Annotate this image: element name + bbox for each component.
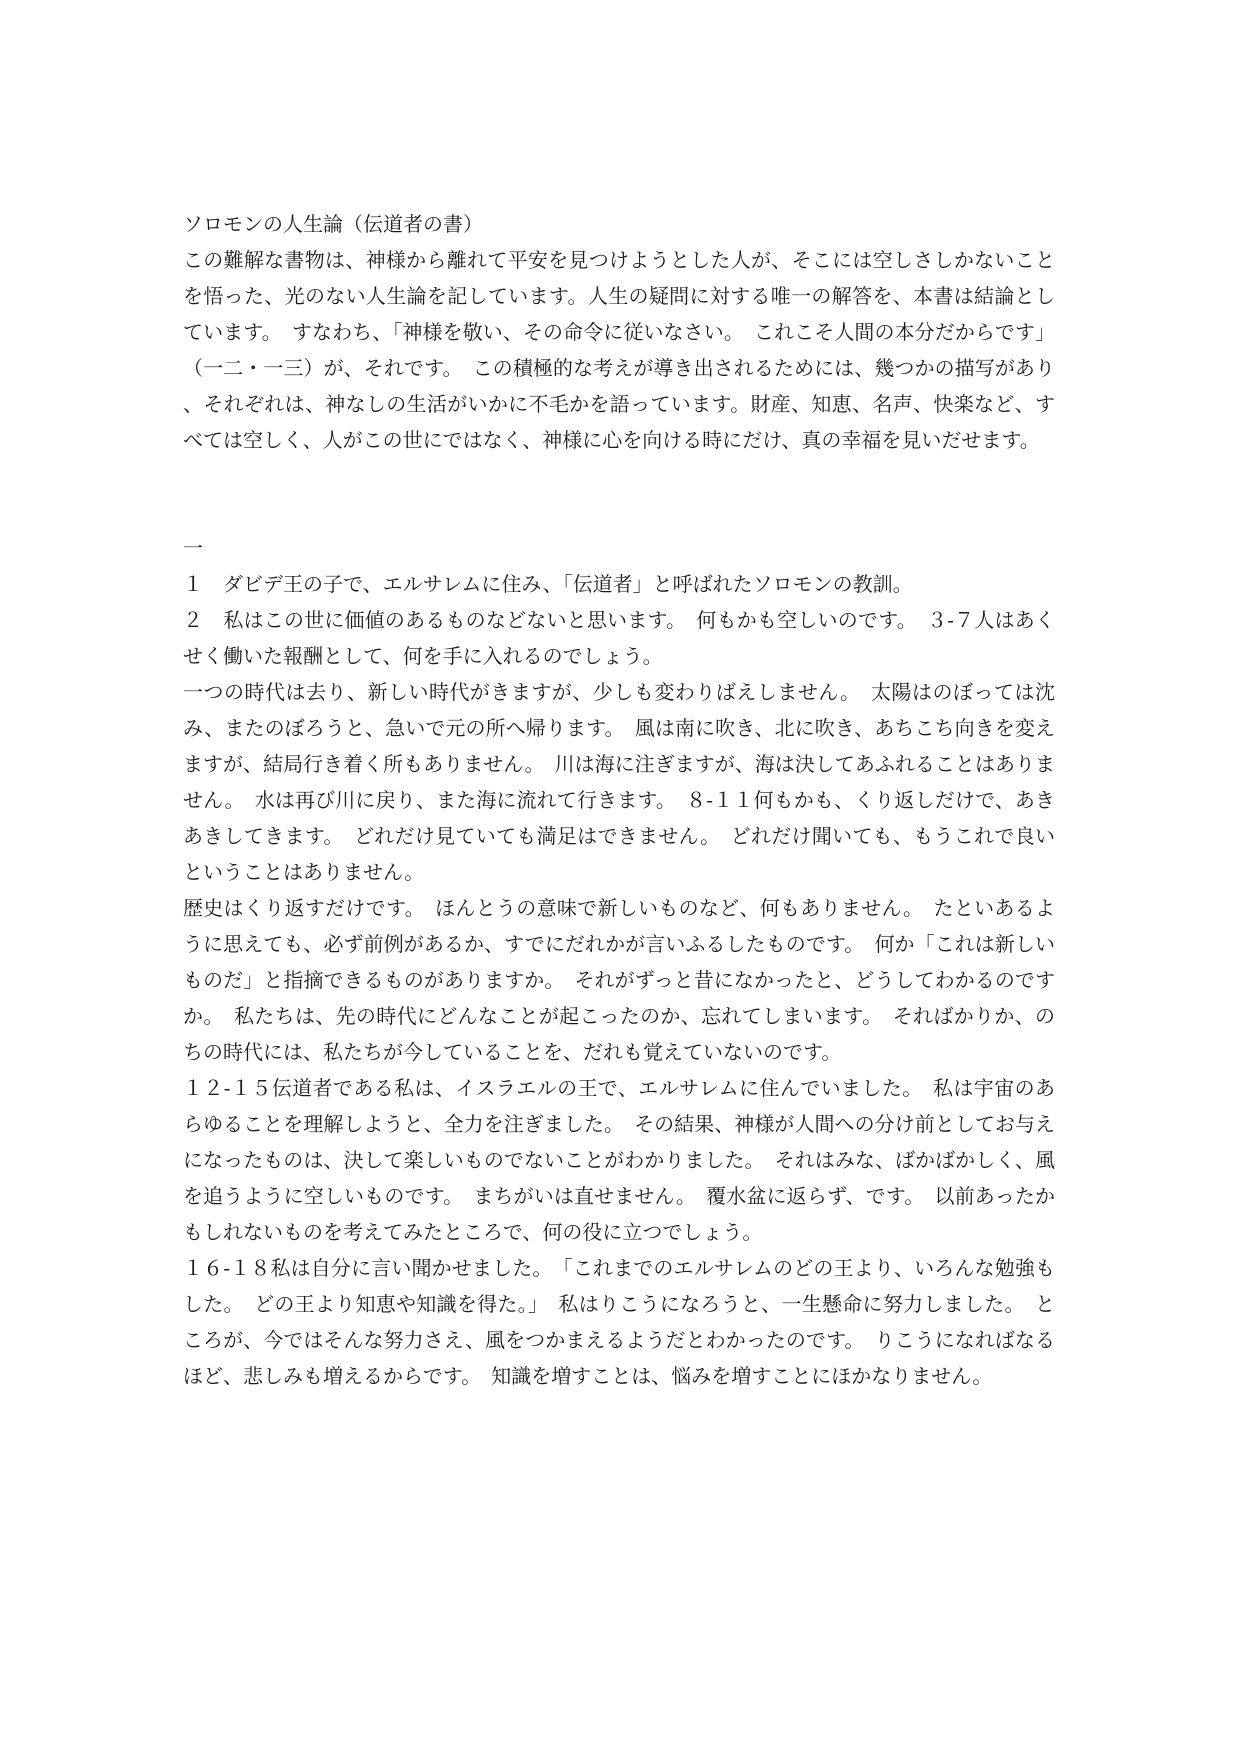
document-title: ソロモンの人生論（伝道者の書） xyxy=(183,212,483,236)
verse-paragraph: １２‐１５伝道者である私は、イスラエルの王で、エルサレムに住んでいました。 私は宇宙のあらゆることを理解しようと、全力を注ぎました。 その結果、神様が人間への分け前としてお与えになったものは、決して楽しいものでないことがわかりました。 それはみな、ばかばかしく、風を追うように空しいものです。 まちがいは直せません。 覆水盆に返らず、です。 以前あったかもしれないものを考えてみたところで、何の役に立つでしょう。 xyxy=(183,1076,1055,1244)
document-body xyxy=(183,206,1055,1394)
verse-paragraph: １６‐１８私は自分に言い聞かせました。 「これまでのエルサレムのどの王より、いろんな勉強もした。 どの王より知恵や知識を得た。」 私はりこうになろうと、一生懸命に努力しました。 ところが、今ではそんな努力さえ、風をつかまえるようだとわかったのです。 りこうになればなるほど、悲しみも増えるからです。 知識を増すことは、悩みを増すことにほかなりません。 xyxy=(183,1256,1055,1388)
verse-paragraph: 一つの時代は去り、新しい時代がきますが、少しも変わりばえしません。 太陽はのぼっては沈み、またのぼろうと、急いで元の所へ帰ります。 風は南に吹き、北に吹き、あちこち向きを変えますが、結局行き着く所もありません。 川は海に注ぎますが、海は決してあふれることはありません。 水は再び川に戻り、また海に流れて行きます。 ８‐１１何もかも、くり返しだけで、あきあきしてきます。 どれだけ見ていても満足はできません。 どれだけ聞いても、もうこれで良いということはありません。 xyxy=(183,680,1055,884)
verse-paragraph: １ ダビデ王の子で、エルサレムに住み、「伝道者」と呼ばれたソロモンの教訓。 xyxy=(183,572,913,596)
verse-paragraph: ２ 私はこの世に価値のあるものなどないと思います。 何もかも空しいのです。 ３‐７人はあくせく働いた報酬として、何を手に入れるのでしょう。 xyxy=(183,608,1055,668)
chapter-marker: 一 xyxy=(183,536,203,560)
intro-paragraph: この難解な書物は、神様から離れて平安を見つけようとした人が、そこには空しさしかないことを悟った、光のない人生論を記しています。人生の疑問に対する唯一の解答を、本書は結論としています。 すなわち、「神様を敬い、その命令に従いなさい。 これこそ人間の本分だからです」（一二・一三）が、それです。 この積極的な考えが導き出されるためには、幾つかの描写があり、それぞれは、神なしの生活がいかに不毛かを語っています。財産、知恵、名声、快楽など、すべては空しく、人がこの世にではなく、神様に心を向ける時にだけ、真の幸福を見いだせます。 xyxy=(183,248,1055,452)
verse-paragraph: 歴史はくり返すだけです。 ほんとうの意味で新しいものなど、何もありません。 たといあるように思えても、必ず前例があるか、すでにだれかが言いふるしたものです。 何か「これは新しいものだ」と指摘できるものがありますか。 それがずっと昔になかったと、どうしてわかるのですか。 私たちは、先の時代にどんなことが起こったのか、忘れてしまいます。 そればかりか、のちの時代には、私たちが今していることを、だれも覚えていないのです。 xyxy=(183,896,1055,1064)
